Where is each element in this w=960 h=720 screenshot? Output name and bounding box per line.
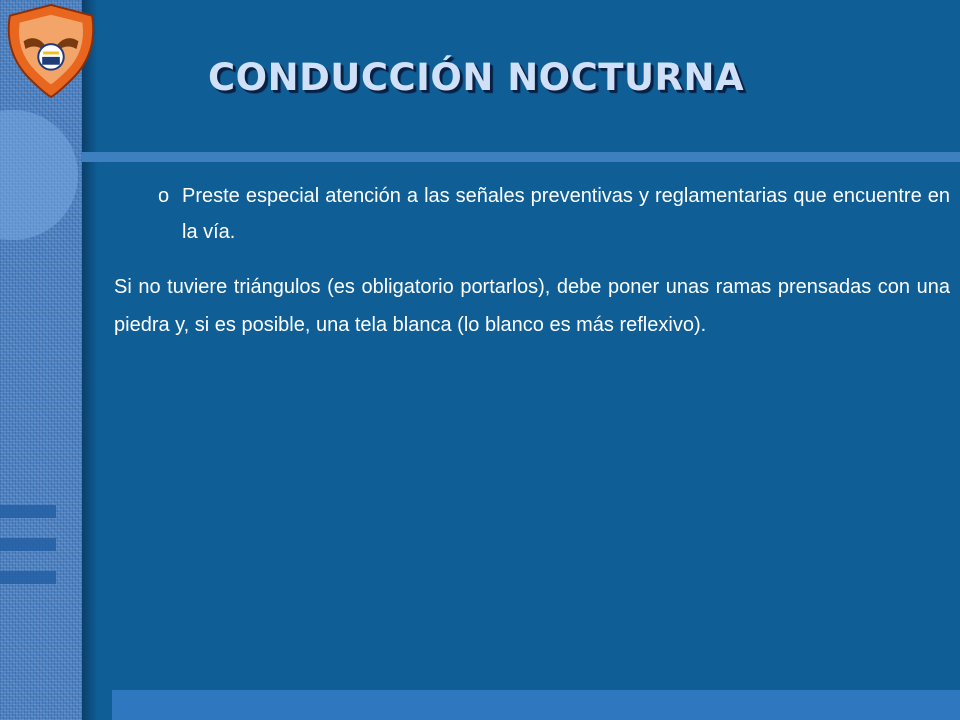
bar-decoration [0,505,56,518]
police-badge-icon [2,2,100,100]
page-title: CONDUCCIÓN NOCTURNA [208,56,745,99]
band-shadow [82,0,98,720]
left-decorative-band [0,0,82,720]
bar-decoration [0,538,56,551]
bar-decoration [0,571,56,584]
header-divider-stripe [82,152,960,162]
footer-band [112,690,960,720]
bullet-item [158,178,950,250]
bullet-text: Preste especial atención a las señales preventivas y reglamentarias que encuentre en la vía. [182,185,950,243]
body-paragraph: Si no tuviere triángulos (es obligatorio portarlos), debe poner unas ramas prensadas con una piedra y, si es posible, una tela blanca (lo blanco es más reflexivo). [114,276,950,336]
bullet-marker: o [158,185,170,207]
